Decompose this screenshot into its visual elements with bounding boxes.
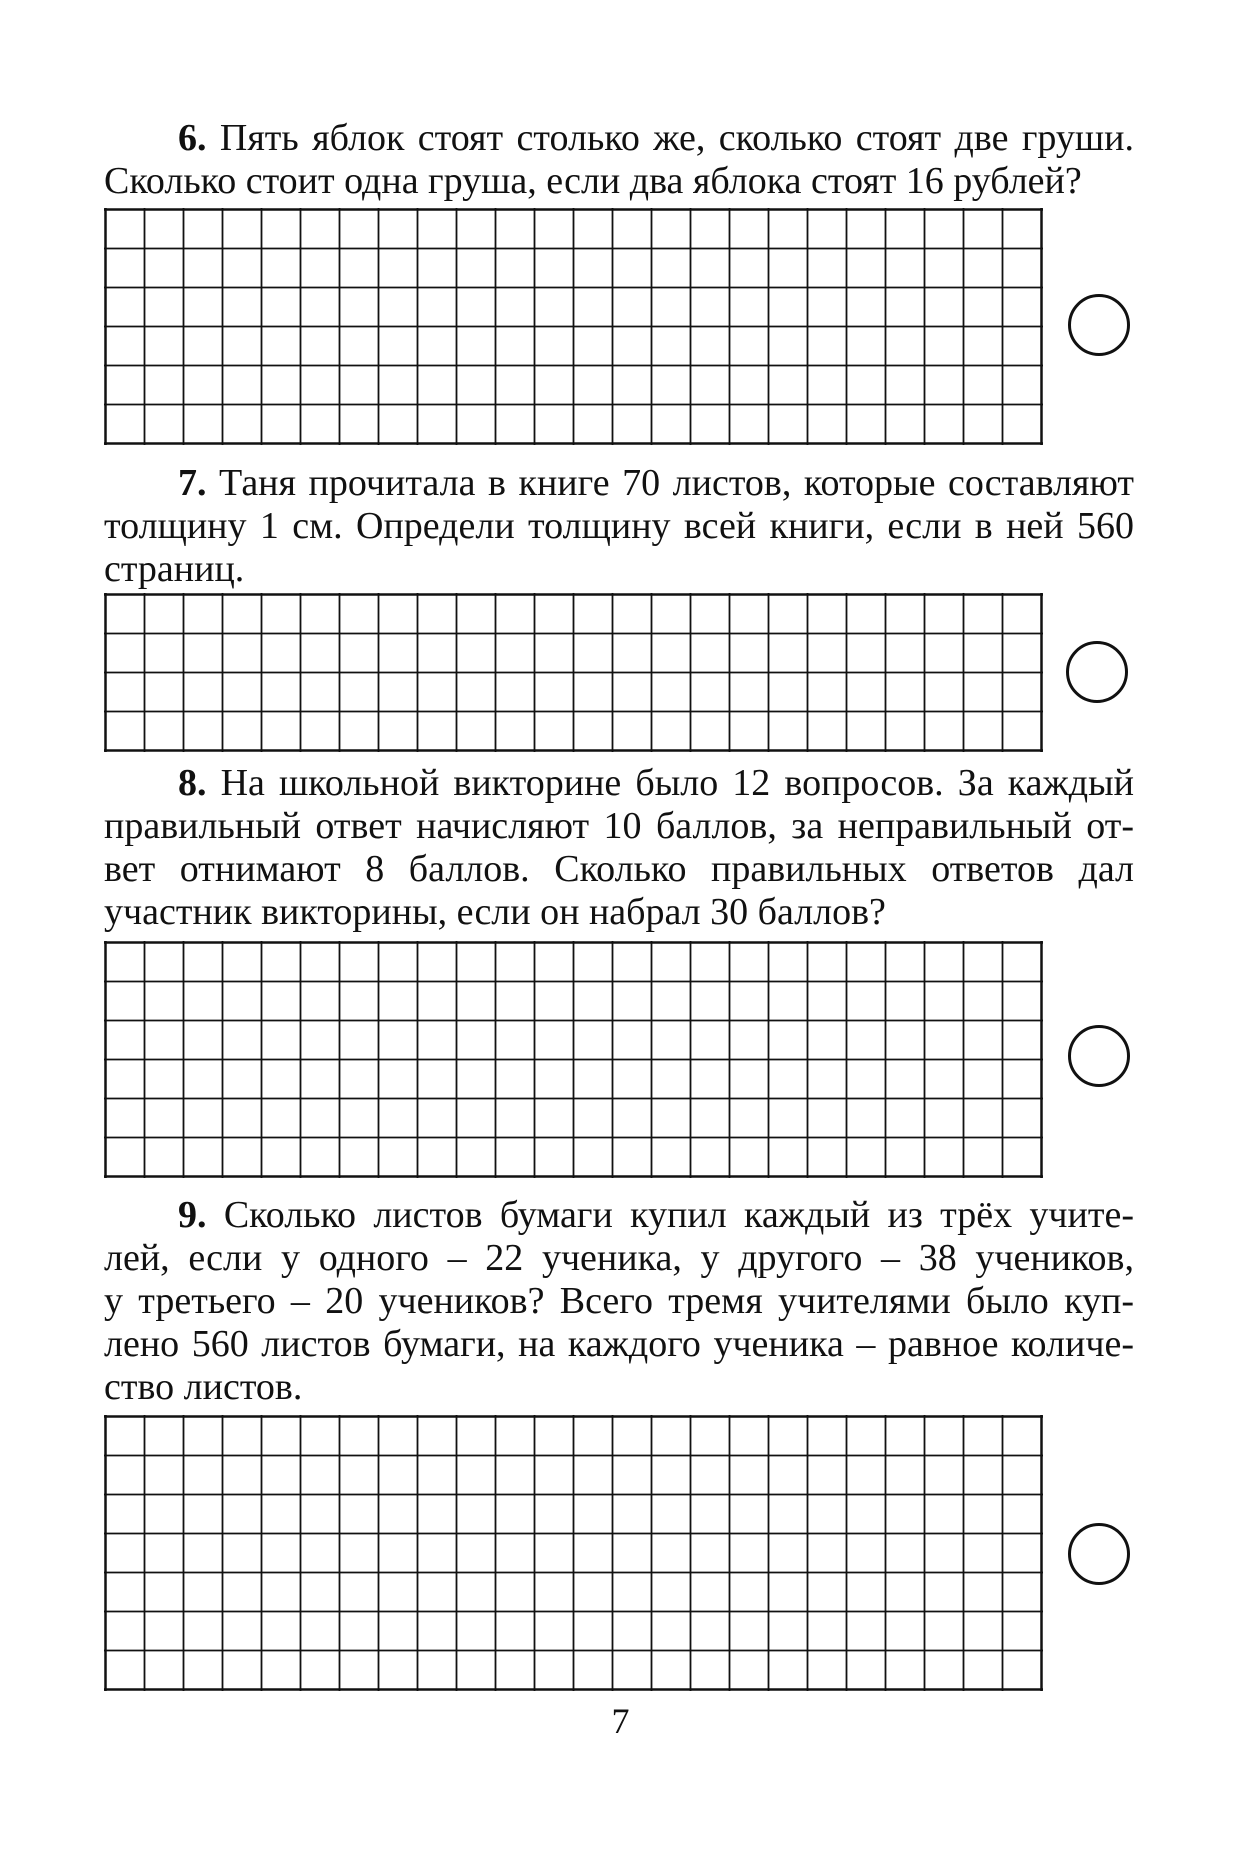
task-6-score-circle[interactable] <box>1068 294 1130 356</box>
task-line: участник викторины, если он набрал 30 баллов? <box>104 891 886 933</box>
task-9-answer-grid[interactable] <box>104 1415 1041 1691</box>
task-line: ство листов. <box>104 1366 303 1408</box>
task-line: лей, если у одного – 22 ученика, у другого – 38 учеников, <box>104 1237 1134 1279</box>
grid-lines <box>104 1415 1043 1691</box>
task-line: Таня прочитала в книге 70 листов, которые составляют <box>219 462 1134 504</box>
grid-lines <box>104 208 1043 445</box>
task-number: 7. <box>178 462 207 504</box>
task-line: Пять яблок стоят столько же, сколько стоят две груши. <box>219 117 1135 159</box>
task-line: лено 560 листов бумаги, на каждого ученика – равное количе- <box>104 1323 1134 1365</box>
task-8-score-circle[interactable] <box>1068 1025 1130 1087</box>
task-line: правильный ответ начисляют 10 баллов, за неправильный от- <box>104 805 1134 847</box>
task-9-score-circle[interactable] <box>1068 1523 1130 1585</box>
task-9-text <box>104 1194 1134 1409</box>
page-number: 7 <box>611 1701 630 1741</box>
task-6-answer-grid[interactable] <box>104 208 1041 445</box>
task-line: толщину 1 см. Определи толщину всей книги, если в ней 560 <box>104 505 1134 547</box>
task-8-text <box>104 762 1134 934</box>
task-line: вет отнимают 8 баллов. Сколько правильных ответов дал <box>104 848 1134 890</box>
grid-lines <box>104 593 1043 752</box>
task-line: Сколько листов бумаги купил каждый из трёх учите- <box>223 1194 1134 1236</box>
task-number: 9. <box>178 1194 207 1236</box>
task-7-text <box>104 462 1134 591</box>
task-number: 8. <box>178 762 207 804</box>
task-line: страниц. <box>104 548 245 590</box>
task-6-text <box>104 117 1134 203</box>
task-line: у третьего – 20 учеников? Всего тремя учителями было куп- <box>104 1280 1134 1322</box>
task-line: Сколько стоит одна груша, если два яблока стоят 16 рублей? <box>104 160 1082 202</box>
task-8-answer-grid[interactable] <box>104 941 1041 1178</box>
task-7-answer-grid[interactable] <box>104 593 1041 752</box>
task-7-score-circle[interactable] <box>1066 641 1128 703</box>
task-line: На школьной викторине было 12 вопросов. За каждый <box>220 762 1134 804</box>
grid-lines <box>104 941 1043 1178</box>
task-number: 6. <box>178 117 207 159</box>
